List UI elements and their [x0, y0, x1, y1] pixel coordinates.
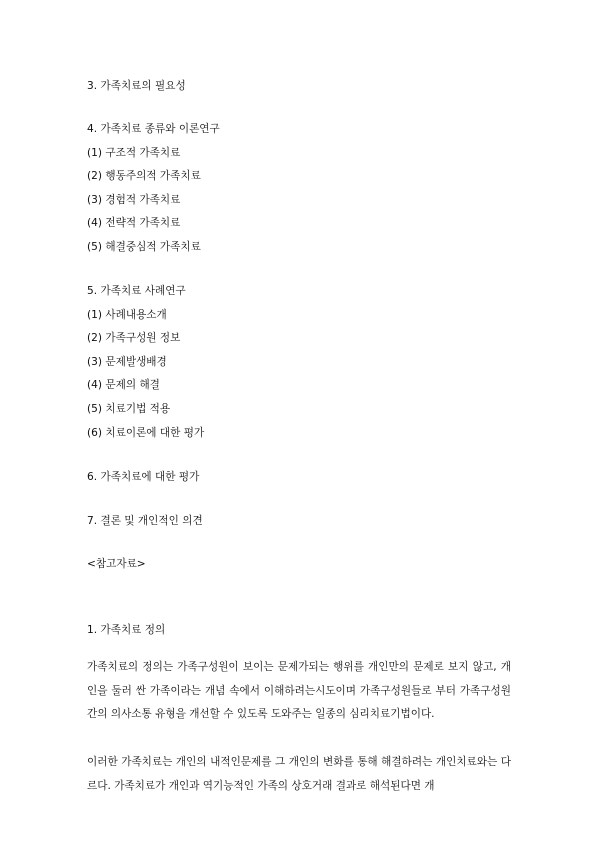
toc-section-4-item: (1) 구조적 가족치료	[87, 147, 181, 159]
definition-paragraph: 가족치료의 정의는 가족구성원이 보이는 문제가되는 행위를 개인만의 문제로 보지 않고, 개인을 둘러 싼 가족이라는 개념 속에서 이해하려는시도이며 가족구성원들로 부터 가족구성원간의 의사소통 유형을 개선할 수 있도록 도와주는 일종의 심리치료기법이다.	[87, 661, 511, 720]
toc-section-5-item: (5) 치료기법 적용	[87, 403, 171, 415]
toc-section-5-item: (3) 문제발생배경	[87, 356, 167, 368]
toc-section-7: 7. 결론 및 개인적인 의견	[87, 515, 203, 527]
toc-section-4-item: (2) 행동주의적 가족치료	[87, 170, 201, 182]
toc-section-3: 3. 가족치료의 필요성	[87, 80, 186, 92]
toc-section-5-item: (4) 문제의 해결	[87, 379, 160, 391]
section-1-title: 1. 가족치료 정의	[87, 624, 166, 636]
toc-section-5-item: (6) 치료이론에 대한 평가	[87, 427, 205, 439]
toc-section-4-item: (3) 경험적 가족치료	[87, 194, 181, 206]
toc-section-4: 4. 가족치료 종류와 이론연구	[87, 123, 220, 135]
toc-section-5-item: (2) 가족구성원 정보	[87, 332, 181, 344]
toc-section-5: 5. 가족치료 사례연구	[87, 285, 186, 297]
toc-section-5-item: (1) 사례내용소개	[87, 309, 167, 321]
references-heading: <참고자료>	[87, 558, 146, 570]
comparison-paragraph: 이러한 가족치료는 개인의 내적인문제를 그 개인의 변화를 통해 해결하려는 개인치료와는 다르다. 가족치료가 개인과 역기능적인 가족의 상호거래 결과로 해석된다면 개	[87, 756, 511, 792]
toc-section-4-item: (4) 전략적 가족치료	[87, 217, 181, 229]
toc-section-4-item: (5) 해결중심적 가족치료	[87, 241, 201, 253]
toc-section-6: 6. 가족치료에 대한 평가	[87, 471, 200, 483]
